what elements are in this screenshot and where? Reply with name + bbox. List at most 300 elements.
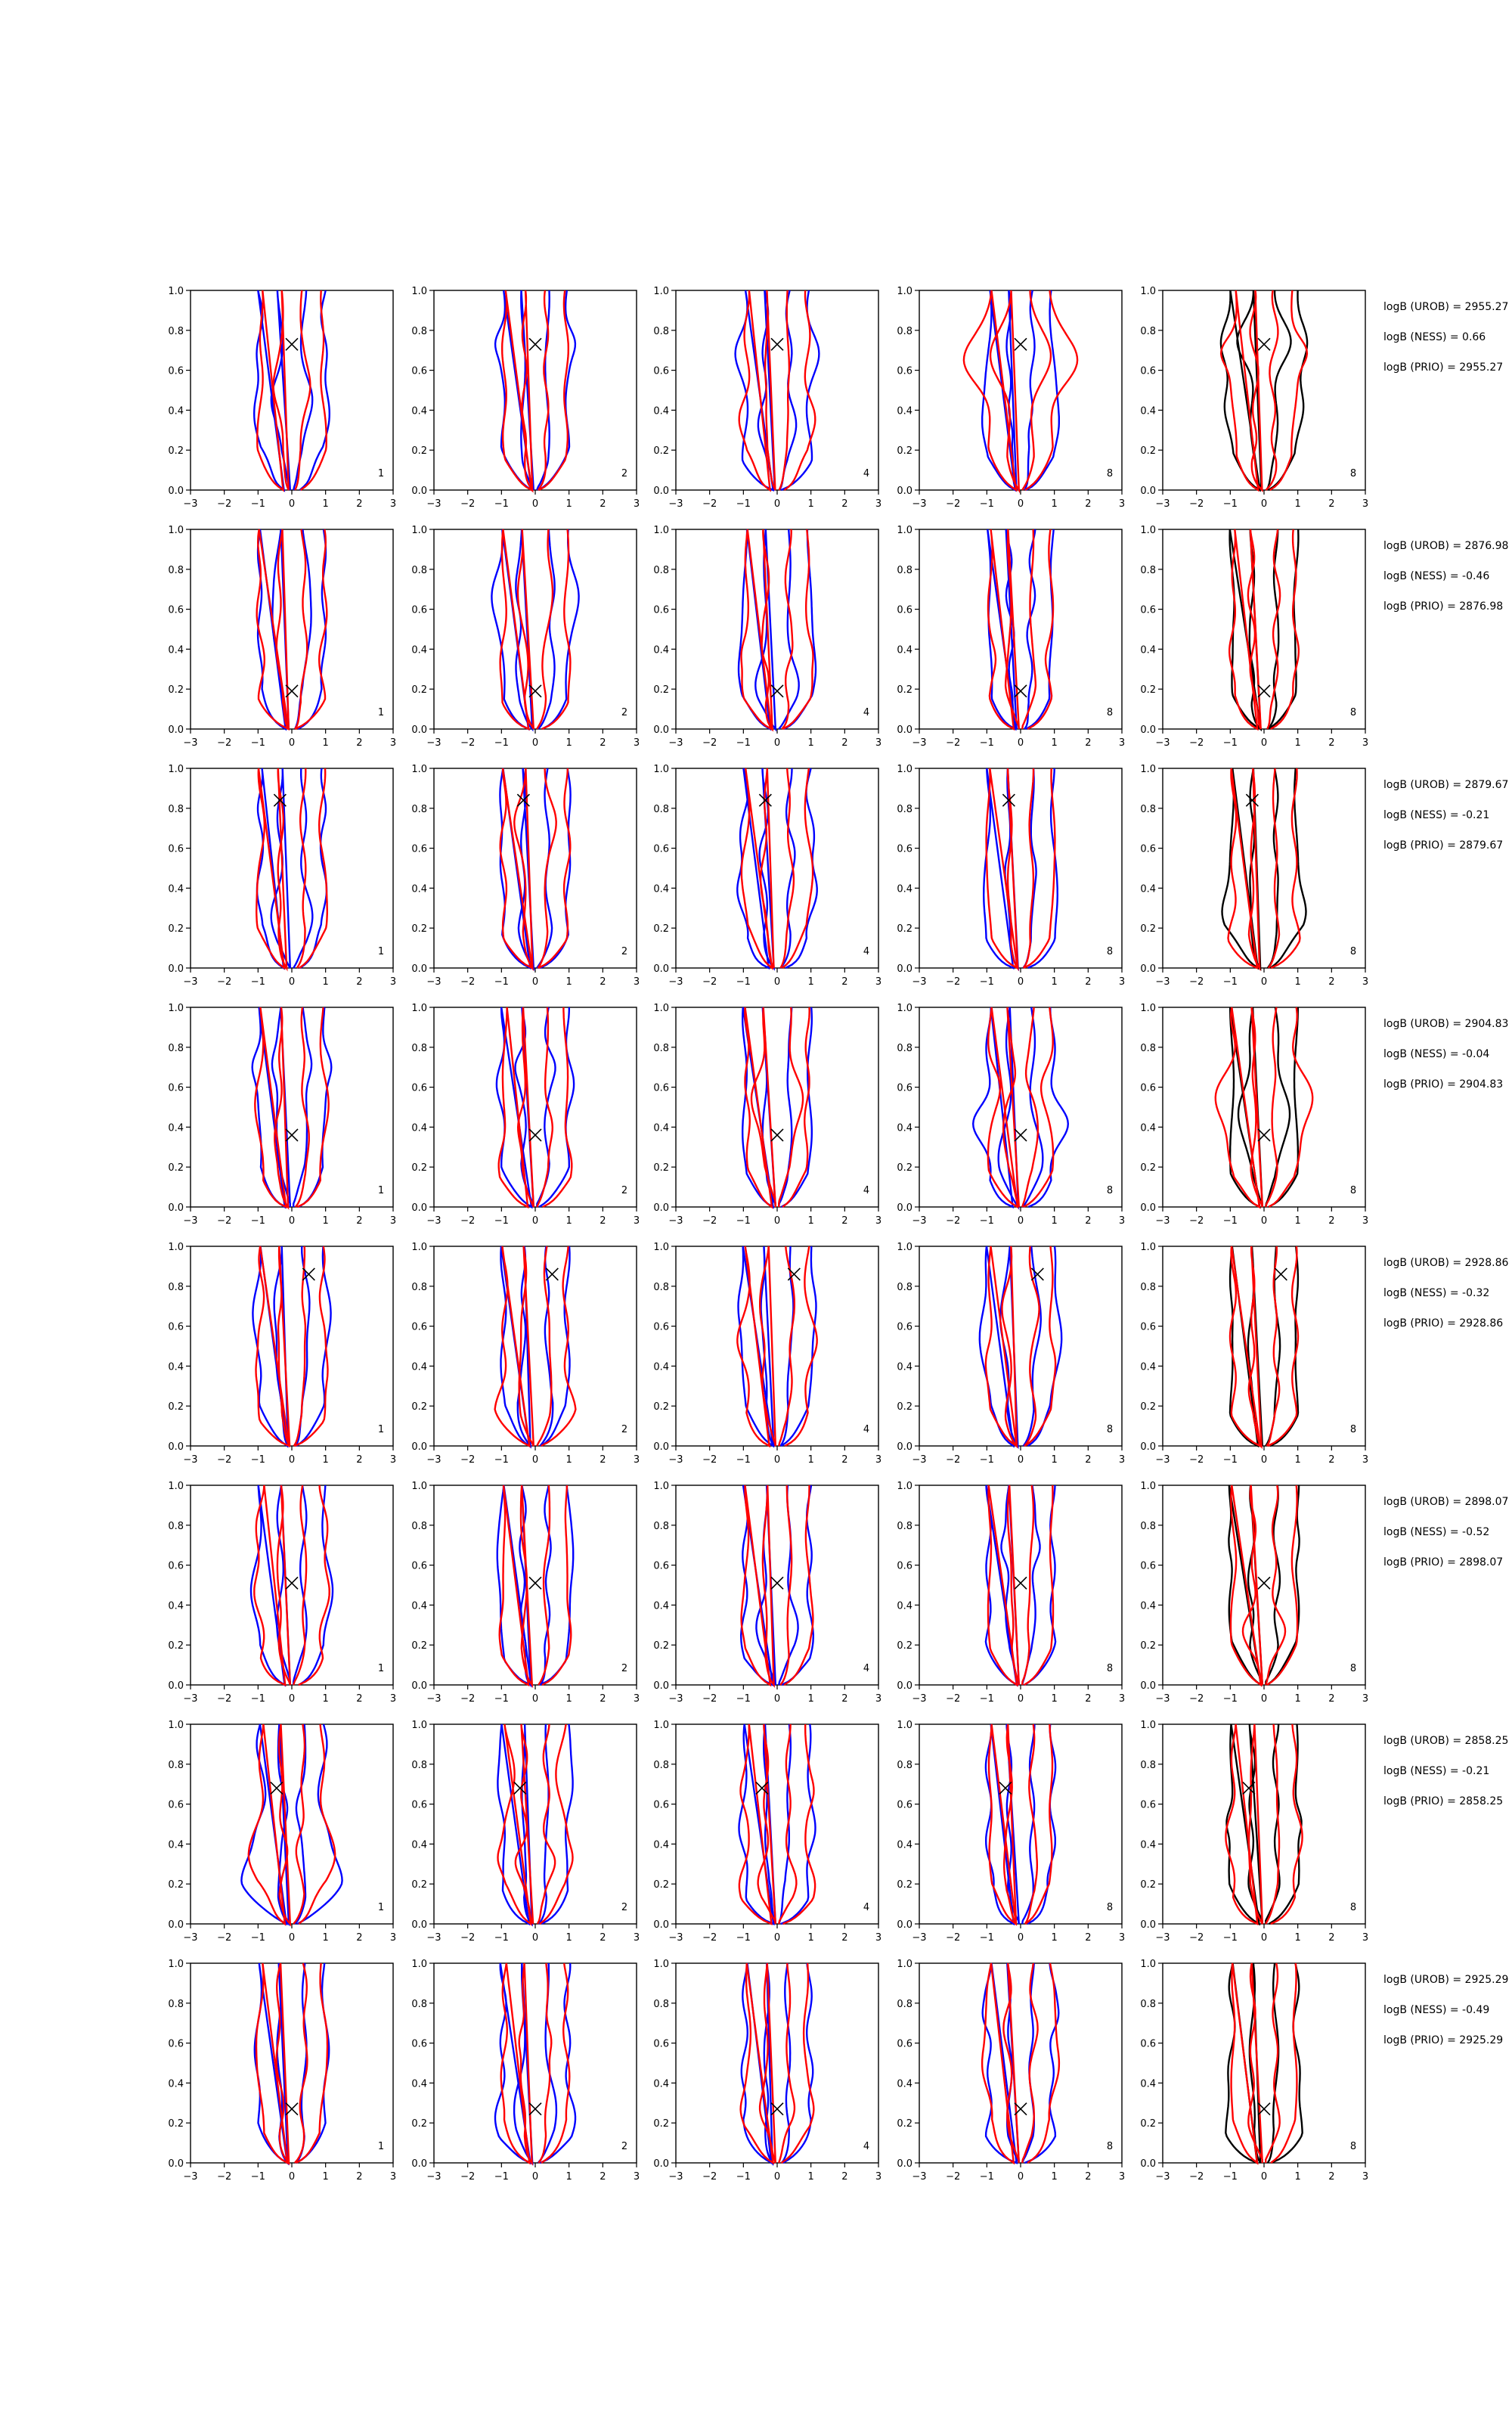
x-tick-label: 1 [322,1693,329,1705]
x-tick-label: 1 [322,1215,329,1227]
panel-label: 2 [621,468,628,479]
panel-r8-c4 [897,1959,1125,2183]
y-tick-label: 0.8 [411,1759,427,1771]
y-tick-label: 0.8 [1140,1042,1156,1054]
x-tick-label: 3 [875,1693,882,1705]
x-tick-label: 3 [875,1215,882,1227]
x-marker [1258,685,1270,697]
axes-frame [676,290,878,490]
x-tick-label: −2 [946,737,961,749]
logb-uprob-label: logB (UROB) = 2928.86 [1383,1257,1509,1269]
y-tick-label: 1.0 [168,1720,184,1731]
logb-prio-label: logB (PRIO) = 2876.98 [1383,600,1504,613]
blue-contour-outer [742,1963,813,2163]
y-tick-label: 0.4 [411,1361,427,1373]
y-tick-label: 0.4 [897,1600,912,1612]
blue-contour-inner [758,290,796,490]
y-tick-label: 1.0 [1140,1959,1156,1970]
x-tick-label: −1 [250,498,265,510]
x-tick-label: 3 [1362,1215,1369,1227]
blue-contour-outer [739,1724,816,1924]
x-tick-label: 2 [841,1932,848,1944]
panel-r3-c1 [168,764,396,988]
panel-label: 2 [621,1424,628,1435]
x-tick-label: 0 [531,2171,539,2183]
x-tick-label: −2 [1189,498,1204,510]
axes-frame [191,1246,393,1446]
panel-label: 8 [1106,1185,1114,1196]
x-marker [529,2103,541,2115]
x-tick-label: 1 [1051,1454,1058,1466]
axes-frame [676,1963,878,2163]
y-tick-label: 0.6 [653,1321,669,1333]
x-tick-label: 0 [288,1932,296,1944]
x-tick-label: 0 [773,1454,781,1466]
axes-frame [676,529,878,729]
x-tick-label: 2 [356,737,363,749]
y-tick-label: 0.2 [411,1401,427,1413]
y-tick-label: 0.2 [897,1879,912,1891]
y-tick-label: 1.0 [653,1481,669,1492]
x-tick-label: 2 [1085,498,1092,510]
panel-r6-c4 [897,1481,1125,1705]
y-tick-label: 0.4 [653,1839,669,1851]
logb-prio-label: logB (PRIO) = 2858.25 [1383,1795,1504,1807]
panel-r3-c5 [1140,764,1368,988]
x-tick-label: 1 [322,498,329,510]
logb-ness-label: logB (NESS) = -0.49 [1383,2004,1490,2016]
x-tick-label: 1 [565,737,572,749]
y-tick-label: 0.4 [1140,2078,1156,2090]
panel-r5-c3 [653,1242,881,1466]
black-contour-outer [1230,1007,1298,1207]
axes-frame [191,768,393,968]
x-marker [529,1577,541,1589]
y-tick-label: 0.2 [897,684,912,697]
x-tick-label: −2 [217,976,232,988]
x-tick-label: 3 [1118,2171,1126,2183]
y-tick-label: 0.0 [1140,1441,1156,1453]
x-tick-label: 0 [288,1454,296,1466]
red-contour-inner [1003,1007,1038,1207]
red-contour-outer [498,1724,573,1924]
y-tick-label: 1.0 [897,1720,912,1731]
y-tick-label: 0.8 [653,1759,669,1771]
y-tick-label: 0.2 [168,445,184,458]
x-tick-label: 0 [288,976,296,988]
x-tick-label: −3 [668,1693,683,1705]
x-tick-label: 0 [773,1932,781,1944]
blue-contour-outer [258,529,326,729]
x-marker [1258,1577,1270,1589]
blue-contour-inner [516,1007,556,1207]
x-tick-label: 1 [1294,1215,1301,1227]
x-tick-label: −2 [217,2171,232,2183]
x-tick-label: 2 [1328,2171,1335,2183]
black-contour-outer [1221,290,1307,490]
x-tick-label: 2 [600,976,606,988]
panel-r5-c5 [1140,1242,1368,1466]
x-tick-label: −2 [460,1693,476,1705]
panel-r8-c1 [168,1959,396,2183]
y-tick-label: 0.6 [653,1560,669,1572]
x-tick-label: 0 [1017,1215,1024,1227]
x-tick-label: 2 [1328,1932,1335,1944]
x-marker [286,338,298,350]
x-tick-label: 0 [288,737,296,749]
y-tick-label: 1.0 [653,1720,669,1731]
y-tick-label: 0.8 [897,803,912,815]
panel-r5-c2 [411,1242,640,1466]
x-tick-label: 3 [1118,498,1126,510]
axes-frame [919,290,1122,490]
y-tick-label: 1.0 [1140,525,1156,536]
x-tick-label: −2 [946,2171,961,2183]
x-tick-label: 1 [807,1454,814,1466]
axes-frame [1163,768,1365,968]
red-contour-outer [501,1963,570,2163]
y-tick-label: 0.4 [897,1122,912,1134]
x-tick-label: 2 [356,1454,363,1466]
panel-r1-c4 [897,286,1125,510]
x-tick-label: −1 [1222,498,1238,510]
y-tick-label: 0.8 [897,325,912,337]
x-tick-label: −3 [183,737,198,749]
x-tick-label: −1 [250,737,265,749]
y-tick-label: 0.8 [897,1281,912,1293]
x-tick-label: 1 [1051,976,1058,988]
logb-uprob-label: logB (UROB) = 2955.27 [1383,301,1509,313]
x-tick-label: 3 [1362,498,1369,510]
axes-frame [1163,1485,1365,1685]
x-tick-label: −1 [494,498,509,510]
x-tick-label: −3 [426,1454,442,1466]
red-contour-outer [988,1485,1053,1685]
x-tick-label: 1 [1294,1932,1301,1944]
y-tick-label: 0.8 [411,564,427,576]
x-tick-label: −3 [912,976,927,988]
x-tick-label: 2 [841,1693,848,1705]
x-tick-label: 3 [1118,1215,1126,1227]
x-tick-label: −3 [1155,1215,1170,1227]
axes-frame [919,1963,1122,2163]
x-tick-label: −1 [736,1693,751,1705]
red-contour-outer [988,1007,1053,1207]
axes-frame [1163,1246,1365,1446]
y-tick-label: 0.2 [168,1879,184,1891]
y-tick-label: 0.0 [168,724,184,736]
y-tick-label: 0.2 [1140,1879,1156,1891]
y-tick-label: 0.0 [168,1441,184,1453]
blue-contour-outer [251,1485,333,1685]
x-tick-label: −3 [183,1932,198,1944]
y-tick-label: 0.2 [411,684,427,697]
y-tick-label: 0.0 [411,2158,427,2170]
blue-contour-inner [518,1246,553,1446]
y-tick-label: 0.4 [1140,1600,1156,1612]
x-tick-label: −3 [183,1215,198,1227]
panel-label: 4 [863,2141,870,2152]
red-contour-outer [1231,1485,1297,1685]
black-contour-inner [1249,1724,1280,1924]
y-tick-label: 0.8 [1140,1998,1156,2010]
x-marker [1275,1268,1287,1280]
y-tick-label: 0.6 [411,1321,427,1333]
y-tick-label: 0.4 [1140,405,1156,417]
x-tick-label: 2 [841,976,848,988]
x-tick-label: −3 [668,1932,683,1944]
panel-label: 1 [377,1902,385,1913]
x-tick-label: −1 [494,976,509,988]
x-tick-label: 3 [1118,1693,1126,1705]
x-tick-label: 1 [807,976,814,988]
x-tick-label: −1 [979,1693,994,1705]
y-tick-label: 0.2 [897,1401,912,1413]
x-tick-label: −2 [460,737,476,749]
x-tick-label: 0 [1017,498,1024,510]
y-tick-label: 0.0 [411,1919,427,1931]
logb-uprob-label: logB (UROB) = 2898.07 [1383,1496,1509,1508]
y-tick-label: 1.0 [897,1003,912,1014]
blue-contour-outer [257,768,327,968]
y-tick-label: 0.0 [653,963,669,975]
panel-label: 8 [1106,946,1114,957]
x-tick-label: −1 [1222,1693,1238,1705]
y-tick-label: 0.6 [411,604,427,616]
panel-r4-c3 [653,1003,881,1227]
panel-label: 1 [377,1185,385,1196]
x-tick-label: −2 [702,1454,717,1466]
y-tick-label: 0.6 [411,1560,427,1572]
axes-frame [919,1246,1122,1446]
x-tick-label: −2 [946,498,961,510]
y-tick-label: 0.8 [168,1281,184,1293]
x-tick-label: −2 [460,1932,476,1944]
x-marker [1258,338,1270,350]
x-tick-label: 3 [1118,976,1126,988]
y-tick-label: 0.4 [653,644,669,656]
x-tick-label: 3 [633,2171,640,2183]
y-tick-label: 0.8 [411,1042,427,1054]
logb-prio-label: logB (PRIO) = 2955.27 [1383,361,1504,374]
red-contour-outer [502,290,569,490]
axes-frame [1163,290,1365,490]
axes-frame [434,1007,637,1207]
y-tick-label: 0.8 [897,1998,912,2010]
x-tick-label: −3 [426,976,442,988]
y-tick-label: 0.4 [411,1600,427,1612]
y-tick-label: 0.4 [897,1361,912,1373]
panel-r6-c2 [411,1481,640,1705]
y-tick-label: 0.0 [653,486,669,497]
x-tick-label: −3 [912,1215,927,1227]
x-tick-label: 0 [1260,737,1268,749]
x-tick-label: −3 [912,1693,927,1705]
x-tick-label: 3 [633,498,640,510]
x-marker [529,338,541,350]
x-tick-label: −3 [668,737,683,749]
y-tick-label: 0.0 [1140,486,1156,497]
axes-frame [434,290,637,490]
red-contour-outer [737,1246,816,1446]
red-contour-outer [1230,1246,1298,1446]
y-tick-label: 0.4 [653,405,669,417]
panel-label: 8 [1106,1424,1114,1435]
y-tick-label: 0.6 [168,843,184,855]
axes-frame [191,1963,393,2163]
x-tick-label: −1 [736,1932,751,1944]
x-tick-label: −1 [1222,1932,1238,1944]
logb-prio-label: logB (PRIO) = 2879.67 [1383,839,1504,852]
y-tick-label: 0.8 [1140,1759,1156,1771]
x-tick-label: 2 [1085,1932,1092,1944]
panel-label: 1 [377,1663,385,1674]
y-tick-label: 0.6 [168,2038,184,2050]
x-tick-label: 1 [565,1454,572,1466]
x-tick-label: 3 [389,1215,397,1227]
y-tick-label: 1.0 [897,1959,912,1970]
panel-r1-c1 [168,286,396,510]
logb-prio-label: logB (PRIO) = 2904.83 [1383,1078,1504,1091]
red-contour-outer [499,1007,572,1207]
x-tick-label: −1 [1222,737,1238,749]
x-tick-label: −2 [1189,976,1204,988]
y-tick-label: 0.0 [411,1202,427,1214]
panel-r2-c4 [897,525,1125,749]
x-tick-label: 0 [773,1693,781,1705]
x-tick-label: 1 [1051,2171,1058,2183]
x-marker [529,1129,541,1141]
x-tick-label: 3 [1118,1932,1126,1944]
x-tick-label: 3 [875,2171,882,2183]
x-tick-label: −3 [1155,1454,1170,1466]
y-tick-label: 0.2 [653,1879,669,1891]
y-tick-label: 0.8 [1140,1281,1156,1293]
y-tick-label: 0.4 [897,2078,912,2090]
axes-frame [434,1246,637,1446]
logb-prio-label: logB (PRIO) = 2898.07 [1383,1556,1504,1568]
y-tick-label: 0.6 [897,1082,912,1094]
x-tick-label: 0 [531,1932,539,1944]
x-tick-label: 1 [1051,1932,1058,1944]
x-tick-label: −2 [702,976,717,988]
y-tick-label: 0.6 [411,365,427,377]
red-contour-inner [516,1724,555,1924]
red-contour-outer [257,529,327,729]
x-tick-label: 3 [875,1932,882,1944]
panel-r6-c5 [1140,1481,1368,1705]
x-tick-label: −3 [668,1215,683,1227]
y-tick-label: 0.2 [897,445,912,458]
y-tick-label: 0.2 [168,2118,184,2130]
logb-uprob-label: logB (UROB) = 2858.25 [1383,1735,1509,1747]
x-tick-label: 0 [531,1693,539,1705]
x-tick-label: −3 [668,2171,683,2183]
x-tick-label: 2 [600,1454,606,1466]
y-tick-label: 0.2 [411,1640,427,1652]
x-tick-label: 2 [841,498,848,510]
y-tick-label: 0.4 [168,883,184,895]
red-contour-outer [742,529,813,729]
red-contour-outer [256,1963,327,2163]
x-tick-label: −3 [668,976,683,988]
x-tick-label: 0 [1260,498,1268,510]
x-tick-label: 1 [1294,737,1301,749]
x-tick-label: −1 [494,1454,509,1466]
red-contour-outer [1216,1007,1312,1207]
x-tick-label: 2 [356,976,363,988]
panel-r5-c1 [168,1242,396,1466]
panel-r3-c3 [653,764,881,988]
y-tick-label: 0.6 [653,604,669,616]
x-tick-label: −2 [1189,2171,1204,2183]
x-tick-label: −1 [1222,1454,1238,1466]
x-tick-label: −2 [460,498,476,510]
y-tick-label: 0.8 [168,1998,184,2010]
x-tick-label: −1 [1222,2171,1238,2183]
x-tick-label: −2 [217,737,232,749]
x-tick-label: −1 [494,2171,509,2183]
panel-r7-c2 [411,1720,640,1944]
y-tick-label: 1.0 [411,1242,427,1253]
x-tick-label: −1 [1222,1215,1238,1227]
x-tick-label: −2 [946,1693,961,1705]
y-tick-label: 0.4 [168,1361,184,1373]
y-tick-label: 1.0 [897,764,912,775]
y-tick-label: 0.4 [1140,644,1156,656]
logb-uprob-label: logB (UROB) = 2876.98 [1383,540,1509,552]
panel-label: 2 [621,1663,628,1674]
y-tick-label: 1.0 [411,1003,427,1014]
y-tick-label: 0.2 [168,1401,184,1413]
y-tick-label: 1.0 [168,1242,184,1253]
x-tick-label: 2 [600,498,606,510]
panel-label: 1 [377,707,385,718]
red-contour-outer [1232,1963,1297,2163]
y-tick-label: 0.8 [653,1998,669,2010]
axes-frame [434,1963,637,2163]
x-marker [1246,794,1258,806]
x-tick-label: −3 [426,737,442,749]
y-tick-label: 0.6 [1140,365,1156,377]
axes-frame [919,1007,1122,1207]
y-tick-label: 0.2 [653,1640,669,1652]
y-tick-label: 1.0 [653,1003,669,1014]
y-tick-label: 1.0 [653,1242,669,1253]
y-tick-label: 0.0 [1140,1680,1156,1692]
y-tick-label: 0.0 [411,486,427,497]
x-tick-label: 1 [1051,737,1058,749]
panel-r2-c1 [168,525,396,749]
x-marker [1015,338,1027,350]
y-tick-label: 1.0 [168,1003,184,1014]
y-tick-label: 0.6 [897,604,912,616]
axes-frame [434,1485,637,1685]
x-tick-label: 3 [1118,737,1126,749]
x-tick-label: 0 [1260,976,1268,988]
axes-frame [434,1724,637,1924]
y-tick-label: 1.0 [653,525,669,536]
y-tick-label: 0.4 [168,1600,184,1612]
y-tick-label: 0.4 [653,2078,669,2090]
axes-frame [434,529,637,729]
panel-label: 4 [863,1902,870,1913]
axes-frame [676,1007,878,1207]
x-tick-label: −1 [736,2171,751,2183]
panel-r2-c3 [653,525,881,749]
x-tick-label: −2 [702,2171,717,2183]
x-tick-label: 3 [389,1693,397,1705]
